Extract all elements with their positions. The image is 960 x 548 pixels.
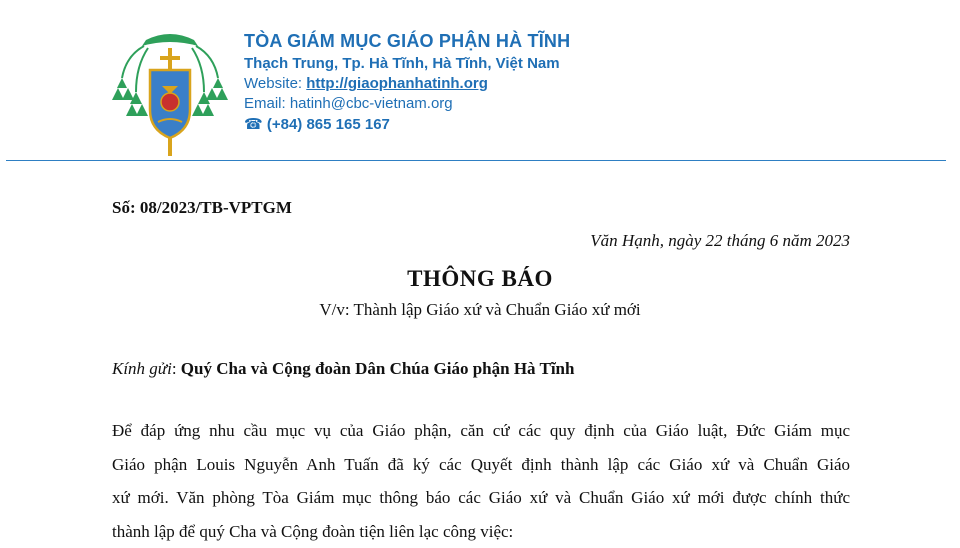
document-dateline: Văn Hạnh, ngày 22 tháng 6 năm 2023 [590,231,850,251]
phone-line [244,114,570,135]
recipient-line [112,359,574,379]
body-line: Để đáp ứng nhu cầu mục vụ của Giáo phận, căn cứ các quy định của Giáo luật, Đức Giám mục [112,414,850,448]
website-link[interactable]: http://giaophanhatinh.org [306,75,488,92]
website-label: Website: [244,75,306,92]
organization-name: TÒA GIÁM MỤC GIÁO PHẬN HÀ TĨNH [244,30,570,52]
document-title: THÔNG BÁO [0,266,960,292]
recipient-separator: : [172,359,181,378]
body-paragraph [112,414,850,548]
recipient-name: Quý Cha và Cộng đoàn Dân Chúa Giáo phận Hà Tĩnh [181,359,575,378]
email-line [244,94,570,114]
body-line: thành lập để quý Cha và Cộng đoàn tiện liên lạc công việc: [112,515,850,548]
document-subject: V/v: Thành lập Giáo xứ và Chuẩn Giáo xứ mới [0,300,960,320]
body-line: xứ mới. Văn phòng Tòa Giám mục thông báo các Giáo xứ và Chuẩn Giáo xứ mới được chính thức [112,481,850,515]
diocese-letterhead [244,30,570,135]
organization-address: Thạch Trung, Tp. Hà Tĩnh, Hà Tĩnh, Việt Nam [244,54,570,74]
document-number: Số: 08/2023/TB-VPTGM [112,198,292,218]
body-line: Giáo phận Louis Nguyễn Anh Tuấn đã ký các Quyết định thành lập các Giáo xứ và Chuẩn Giáo [112,448,850,482]
website-line [244,74,570,94]
episcopal-coat-of-arms-icon [112,26,228,158]
header-divider [6,160,946,161]
phone-icon: ☎ [244,116,263,133]
recipient-label: Kính gửi [112,359,172,378]
email-label: Email: [244,95,290,112]
email-address[interactable]: hatinh@cbc-vietnam.org [290,95,453,112]
phone-number: (+84) 865 165 167 [267,116,390,133]
